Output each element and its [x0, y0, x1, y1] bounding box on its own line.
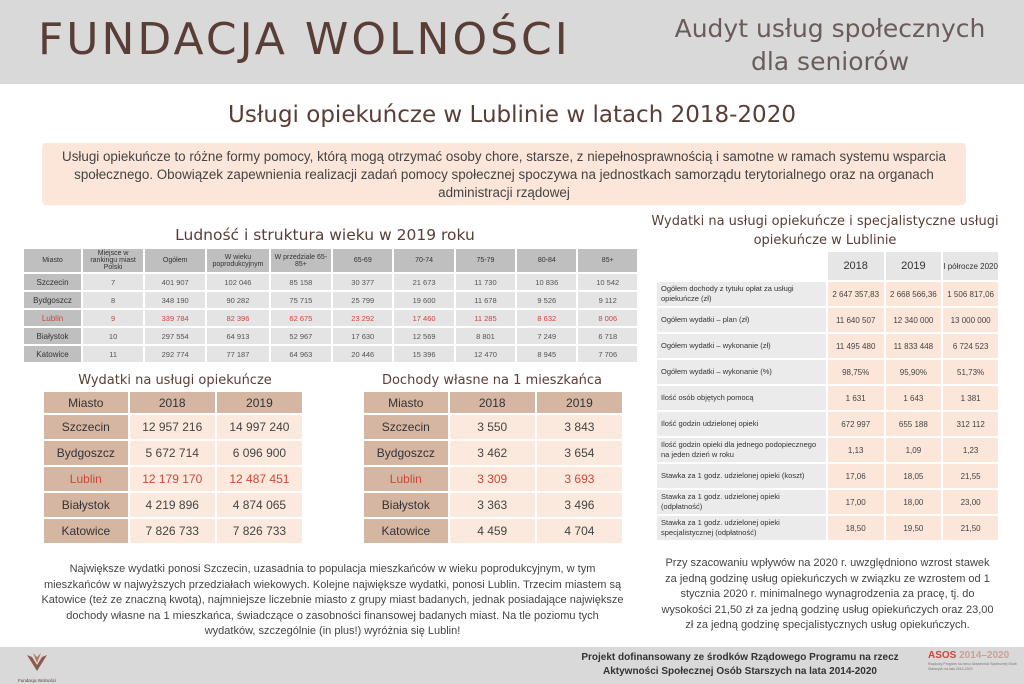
table-cell: 12 470 — [456, 346, 515, 362]
table-cell: 2 668 566,36 — [886, 282, 942, 306]
table-row — [44, 415, 302, 439]
table-cell: 18,50 — [828, 516, 884, 540]
wings-icon — [23, 651, 51, 673]
row-label: Katowice — [24, 346, 81, 362]
table-cell: 312 112 — [943, 412, 998, 436]
table-cell: 21,55 — [943, 464, 998, 488]
table-cell: 82 396 — [207, 310, 268, 326]
header-row — [364, 392, 622, 413]
table-cell: 3 693 — [537, 467, 622, 491]
table-cell: 90 282 — [207, 292, 268, 308]
table-cell: 98,75% — [828, 360, 884, 384]
table-cell: 8 006 — [578, 310, 637, 326]
lublin-costs-title: Wydatki na usługi opiekuńcze i specjalistyczne usługi opiekuńcze w Lublinie — [651, 214, 999, 248]
table-row — [364, 415, 622, 439]
column-header: 2018 — [130, 392, 215, 413]
table-row — [24, 346, 637, 362]
expenses-title: Wydatki na usługi opiekuńcze — [78, 373, 272, 388]
table-cell: 6 724 523 — [943, 334, 998, 358]
column-header: 2018 — [828, 252, 884, 280]
table-row — [657, 360, 998, 384]
table-row — [24, 310, 637, 326]
brand-title: FUNDACJA WOLNOŚCI — [38, 14, 571, 65]
table-cell: 7 249 — [517, 328, 576, 344]
table-cell: 9 — [83, 310, 143, 326]
table-row — [44, 493, 302, 517]
table-cell: 11 640 507 — [828, 308, 884, 332]
table-cell: 18,00 — [886, 490, 942, 514]
income-table — [362, 390, 624, 545]
table-cell: 3 363 — [450, 493, 535, 517]
table-row — [364, 441, 622, 465]
table-cell: 8 945 — [517, 346, 576, 362]
subtitle-line-2: dla seniorów — [750, 47, 910, 76]
column-header: 75-79 — [456, 249, 515, 272]
table-cell: 14 997 240 — [217, 415, 302, 439]
table-cell: 1 631 — [828, 386, 884, 410]
table-cell: 4 459 — [450, 519, 535, 543]
table-row — [44, 519, 302, 543]
table-cell: 17 460 — [394, 310, 453, 326]
table-cell: 8 — [83, 292, 143, 308]
table-row — [24, 328, 637, 344]
table-cell: 401 907 — [145, 274, 205, 290]
population-title: Ludność i struktura wieku w 2019 roku — [175, 226, 475, 244]
table-row — [657, 282, 998, 306]
column-header: 2018 — [450, 392, 535, 413]
asos-years: 2014–2020 — [959, 650, 1010, 661]
row-label: Katowice — [364, 519, 448, 543]
header-row — [657, 252, 998, 280]
column-header: 2019 — [217, 392, 302, 413]
note-text: Przy szacowaniu wpływów na 2020 r. uwzględniono wzrost stawek za jedną godzinę usług opiekuńczych w związku ze wzrostem od 1 stycznia 2020 r. minimalnego wynagrodzenia za pracę, tj. do wysokości 21,50 zł za jedną godzinę usług opiekuńczych oraz 23,00 zł za jedną godzinę specjalistycznych usług opiekuńczych. — [661, 557, 994, 631]
column-header: 2019 — [886, 252, 942, 280]
table-cell: 1,13 — [828, 438, 884, 462]
table-row — [364, 519, 622, 543]
subtitle-line-1: Audyt usług społecznych — [674, 14, 986, 43]
column-header: 80-84 — [517, 249, 576, 272]
table-row — [657, 438, 998, 462]
column-header: 70-74 — [394, 249, 453, 272]
table-cell: 13 000 000 — [943, 308, 998, 332]
row-label: Białystok — [44, 493, 128, 517]
footer-line-1: Projekt dofinansowany ze środków Rządowego Programu na rzecz — [581, 652, 899, 663]
header-row — [24, 249, 637, 272]
asos-name: ASOS — [928, 650, 957, 661]
table-cell: 655 188 — [886, 412, 942, 436]
table-cell: 25 799 — [333, 292, 392, 308]
row-label: Ilość godzin opieki dla jednego podopiecznego na jeden dzień w roku — [657, 438, 826, 462]
table-cell: 7 826 733 — [130, 519, 215, 543]
table-cell: 297 554 — [145, 328, 205, 344]
row-label: Ogółem wydatki – plan (zł) — [657, 308, 826, 332]
column-header — [657, 252, 826, 280]
footer-text — [560, 651, 920, 679]
table-cell: 10 542 — [578, 274, 637, 290]
table-cell: 292 774 — [145, 346, 205, 362]
row-label: Ilość godzin udzielonej opieki — [657, 412, 826, 436]
column-header: Miasto — [24, 249, 81, 272]
table-cell: 4 874 065 — [217, 493, 302, 517]
table-cell: 11 285 — [456, 310, 515, 326]
row-label: Katowice — [44, 519, 128, 543]
lublin-costs-table — [655, 250, 1000, 542]
logo-name: Fundacja Wolności — [18, 678, 56, 683]
row-label: Białystok — [364, 493, 448, 517]
table-cell: 10 836 — [517, 274, 576, 290]
table-row — [24, 274, 637, 290]
table-cell: 62 675 — [271, 310, 331, 326]
row-label: Bydgoszcz — [24, 292, 81, 308]
table-cell: 11 833 448 — [886, 334, 942, 358]
row-label: Białystok — [24, 328, 81, 344]
table-cell: 11 730 — [456, 274, 515, 290]
table-row — [44, 467, 302, 491]
table-cell: 17,00 — [828, 490, 884, 514]
table-row — [657, 412, 998, 436]
table-row — [364, 467, 622, 491]
row-label: Ogółem wydatki – wykonanie (zł) — [657, 334, 826, 358]
table-cell: 11 — [83, 346, 143, 362]
table-cell: 3 550 — [450, 415, 535, 439]
table-cell: 3 654 — [537, 441, 622, 465]
table-cell: 3 309 — [450, 467, 535, 491]
asos-logo — [928, 650, 1020, 671]
table-cell: 4 704 — [537, 519, 622, 543]
row-label: Lublin — [364, 467, 448, 491]
table-cell: 17 630 — [333, 328, 392, 344]
page-title: Usługi opiekuńcze w Lublinie w latach 2018-2020 — [228, 102, 796, 128]
column-header: 85+ — [578, 249, 637, 272]
table-cell: 12 569 — [394, 328, 453, 344]
row-label: Stawka za 1 godz. udzielonej opieki (odpłatność) — [657, 490, 826, 514]
footer — [0, 647, 1024, 684]
row-label: Szczecin — [364, 415, 448, 439]
table-cell: 19,50 — [886, 516, 942, 540]
column-header: W przedziale 65-85+ — [271, 249, 331, 272]
column-header: I półrocze 2020 — [943, 252, 998, 280]
table-cell: 18,05 — [886, 464, 942, 488]
table-cell: 3 843 — [537, 415, 622, 439]
table-row — [364, 493, 622, 517]
population-table — [22, 247, 639, 364]
income-title: Dochody własne na 1 mieszkańca — [381, 373, 603, 388]
table-cell: 348 190 — [145, 292, 205, 308]
table-cell: 2 647 357,83 — [828, 282, 884, 306]
row-label: Bydgoszcz — [364, 441, 448, 465]
table-cell: 23,00 — [943, 490, 998, 514]
column-header: Ogółem — [145, 249, 205, 272]
table-cell: 75 715 — [271, 292, 331, 308]
row-label: Ogółem wydatki – wykonanie (%) — [657, 360, 826, 384]
row-label: Lublin — [24, 310, 81, 326]
table-row — [657, 386, 998, 410]
table-cell: 102 046 — [207, 274, 268, 290]
asos-caption: Rządowy Program na rzecz Aktywności Społecznej Osób Starszych na lata 2014-2020 — [928, 662, 1017, 671]
row-label: Ilość osób objętych pomocą — [657, 386, 826, 410]
table-cell: 6 096 900 — [217, 441, 302, 465]
column-header: Miasto — [44, 392, 128, 413]
table-cell: 12 340 000 — [886, 308, 942, 332]
table-cell: 8 801 — [456, 328, 515, 344]
row-label: Szczecin — [24, 274, 81, 290]
row-label: Bydgoszcz — [44, 441, 128, 465]
table-cell: 1 506 817,06 — [943, 282, 998, 306]
row-label: Stawka za 1 godz. udzielonej opieki specjalistycznej (odpłatność) — [657, 516, 826, 540]
table-cell: 672 997 — [828, 412, 884, 436]
header — [0, 0, 1024, 84]
table-cell: 9 112 — [578, 292, 637, 308]
column-header: 65-69 — [333, 249, 392, 272]
table-row — [44, 441, 302, 465]
table-cell: 12 179 170 — [130, 467, 215, 491]
row-label: Szczecin — [44, 415, 128, 439]
table-cell: 64 963 — [271, 346, 331, 362]
table-cell: 1,09 — [886, 438, 942, 462]
column-header: 2019 — [537, 392, 622, 413]
footer-line-2: Aktywności Społecznej Osób Starszych na lata 2014-2020 — [602, 666, 877, 677]
table-cell: 4 219 896 — [130, 493, 215, 517]
table-cell: 15 396 — [394, 346, 453, 362]
summary-text: Największe wydatki ponosi Szczecin, uzasadnia to populacja mieszkańców w wieku poprodukcyjnym, w tym mieszkańców w najwyższych przedziałach wiekowych. Kolejne największe wydatki, ponosi Lublin. Trzecim miastem są Katowice (też ze znaczną kwotą), najmniejsze liczebnie miasto z grupy miast badanych, jednak posiadające największe dochody własne na 1 mieszkańca, świadczące o zasobności finansowej badanych miast. Na tle poziomu tych wydatków, szczególnie (in plus!) wyróżnia się Lublin! — [41, 563, 624, 637]
table-cell: 7 706 — [578, 346, 637, 362]
intro-box: Usługi opiekuńcze to różne formy pomocy, którą mogą otrzymać osoby chore, starsze, z niepełnosprawnością i samotne w ramach systemu wsparcia społecznego. Obowiązek zapewnienia realizacji zadań pomocy społecznej spoczywa na jednostkach samorządu terytorialnego oraz na organach administracji rządowej — [42, 143, 966, 205]
table-cell: 7 826 733 — [217, 519, 302, 543]
table-cell: 85 158 — [271, 274, 331, 290]
table-cell: 8 632 — [517, 310, 576, 326]
table-cell: 20 446 — [333, 346, 392, 362]
table-row — [24, 292, 637, 308]
foundation-logo — [16, 651, 58, 683]
table-cell: 11 495 480 — [828, 334, 884, 358]
poster-subtitle — [640, 12, 1020, 78]
table-row — [657, 490, 998, 514]
table-cell: 51,73% — [943, 360, 998, 384]
column-header: W wieku poprodukcyjnym — [207, 249, 268, 272]
column-header: Miasto — [364, 392, 448, 413]
table-cell: 11 678 — [456, 292, 515, 308]
table-row — [657, 308, 998, 332]
column-header: Miejsce w rankingu miast Polski — [83, 249, 143, 272]
table-cell: 21 673 — [394, 274, 453, 290]
table-cell: 1 381 — [943, 386, 998, 410]
table-cell: 1,23 — [943, 438, 998, 462]
table-row — [657, 334, 998, 358]
table-cell: 21,50 — [943, 516, 998, 540]
row-label: Stawka za 1 godz. udzielonej opieki (koszt) — [657, 464, 826, 488]
header-row — [44, 392, 302, 413]
table-cell: 10 — [83, 328, 143, 344]
table-cell: 9 526 — [517, 292, 576, 308]
table-cell: 52 967 — [271, 328, 331, 344]
table-row — [657, 464, 998, 488]
table-cell: 12 957 216 — [130, 415, 215, 439]
table-row — [657, 516, 998, 540]
table-cell: 95,90% — [886, 360, 942, 384]
table-cell: 30 377 — [333, 274, 392, 290]
row-label: Ogółem dochody z tytułu opłat za usługi opiekuńcze (zł) — [657, 282, 826, 306]
table-cell: 1 643 — [886, 386, 942, 410]
row-label: Lublin — [44, 467, 128, 491]
table-cell: 23 292 — [333, 310, 392, 326]
table-cell: 7 — [83, 274, 143, 290]
table-cell: 19 600 — [394, 292, 453, 308]
expenses-table — [42, 390, 304, 545]
table-cell: 77 187 — [207, 346, 268, 362]
table-cell: 6 718 — [578, 328, 637, 344]
table-cell: 64 913 — [207, 328, 268, 344]
table-cell: 3 496 — [537, 493, 622, 517]
table-cell: 3 462 — [450, 441, 535, 465]
table-cell: 339 784 — [145, 310, 205, 326]
table-cell: 5 672 714 — [130, 441, 215, 465]
table-cell: 12 487 451 — [217, 467, 302, 491]
table-cell: 17,06 — [828, 464, 884, 488]
